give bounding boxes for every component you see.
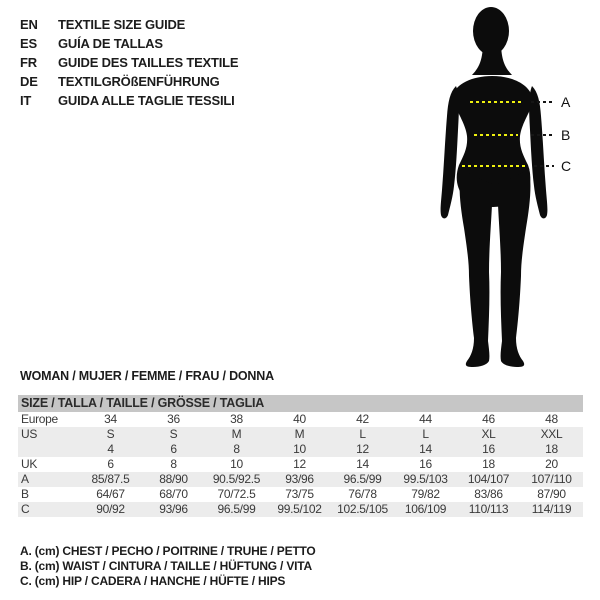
measure-dash-leader — [531, 134, 554, 136]
table-row — [18, 457, 583, 472]
table-row — [18, 472, 583, 487]
language-code: ES — [20, 36, 37, 51]
guide-title-label: GUÍA DE TALLAS — [58, 36, 163, 51]
size-value: S — [106, 427, 115, 441]
size-value: 16 — [482, 442, 495, 456]
size-value: 102.5/105 — [337, 502, 388, 516]
size-value: 114/119 — [531, 502, 572, 516]
size-value: 20 — [545, 457, 558, 471]
language-code: DE — [20, 74, 38, 89]
size-value: 44 — [419, 412, 432, 426]
size-value: 12 — [293, 457, 306, 471]
size-value: 18 — [482, 457, 495, 471]
legend-line: B. (cm) WAIST / CINTURA / TAILLE / HÜFTUNG / VITA — [20, 559, 312, 573]
guide-title-label: TEXTILGRÖßENFÜHRUNG — [58, 74, 220, 89]
size-value: S — [169, 427, 178, 441]
size-value: 36 — [167, 412, 180, 426]
size-value: 4 — [107, 442, 114, 456]
measure-label-c: C — [561, 158, 572, 174]
size-value: 42 — [356, 412, 369, 426]
size-value: 70/72.5 — [217, 487, 256, 501]
size-table — [18, 412, 583, 517]
legend-line: C. (cm) HIP / CADERA / HANCHE / HÜFTE / HIPS — [20, 574, 286, 588]
size-value: 107/110 — [531, 472, 572, 486]
size-value: 93/96 — [159, 502, 188, 516]
size-value: 83/86 — [474, 487, 503, 501]
size-value: 79/82 — [411, 487, 440, 501]
measurement-legend — [20, 544, 316, 589]
measure-dash-on-body — [470, 101, 522, 103]
size-value: 12 — [356, 442, 369, 456]
size-value: 99.5/103 — [403, 472, 448, 486]
size-value: 8 — [170, 457, 177, 471]
size-value: 106/109 — [404, 502, 447, 516]
measure-label-a: A — [561, 94, 571, 110]
size-value: 99.5/102 — [277, 502, 322, 516]
size-value: 10 — [293, 442, 306, 456]
measure-label-b: B — [561, 127, 571, 143]
row-label: A — [21, 472, 29, 486]
size-value: 18 — [545, 442, 558, 456]
size-value: 46 — [482, 412, 495, 426]
row-label: UK — [21, 457, 38, 471]
size-value: 110/113 — [468, 502, 509, 516]
size-value: XXL — [540, 427, 563, 441]
measure-dash-leader — [531, 101, 554, 103]
size-value: 73/75 — [285, 487, 314, 501]
size-value: 96.5/99 — [343, 472, 382, 486]
size-value: M — [231, 427, 242, 441]
size-value: M — [294, 427, 305, 441]
row-label: Europe — [21, 412, 58, 426]
size-value: 14 — [356, 457, 369, 471]
row-label: B — [21, 487, 29, 501]
size-value: 104/107 — [467, 472, 510, 486]
size-value: 76/78 — [348, 487, 377, 501]
size-value: 90.5/92.5 — [212, 472, 261, 486]
size-value: 38 — [230, 412, 243, 426]
size-value: 14 — [419, 442, 432, 456]
measure-dash-on-body — [474, 134, 518, 136]
size-value: 96.5/99 — [217, 502, 256, 516]
guide-title-label: TEXTILE SIZE GUIDE — [58, 17, 186, 32]
table-row — [18, 502, 583, 517]
table-row — [18, 412, 583, 427]
language-code: IT — [20, 93, 32, 108]
section-woman-title: WOMAN / MUJER / FEMME / FRAU / DONNA — [20, 369, 274, 383]
guide-title-label: GUIDE DES TAILLES TEXTILE — [58, 55, 239, 70]
size-value: 10 — [230, 457, 243, 471]
size-value: 68/70 — [159, 487, 188, 501]
language-code: FR — [20, 55, 37, 70]
language-code: EN — [20, 17, 38, 32]
size-value: 6 — [107, 457, 114, 471]
size-value: 40 — [293, 412, 306, 426]
size-value: 48 — [545, 412, 558, 426]
size-value: 85/87.5 — [91, 472, 130, 486]
size-value: 34 — [104, 412, 117, 426]
table-row — [18, 487, 583, 502]
row-label — [18, 442, 79, 457]
size-value: L — [359, 427, 366, 441]
table-row — [18, 442, 583, 457]
size-value: 64/67 — [96, 487, 125, 501]
row-label: US — [21, 427, 38, 441]
size-value: 8 — [233, 442, 240, 456]
measure-dash-on-body — [462, 165, 526, 167]
size-value: 90/92 — [96, 502, 125, 516]
size-table-header: SIZE / TALLA / TAILLE / GRÖSSE / TAGLIA — [18, 395, 583, 412]
size-value: 16 — [419, 457, 432, 471]
size-value: 93/96 — [285, 472, 314, 486]
table-row — [18, 427, 583, 442]
guide-title-label: GUIDA ALLE TAGLIE TESSILI — [58, 93, 235, 108]
size-value: 6 — [170, 442, 177, 456]
size-value: 87/90 — [537, 487, 566, 501]
legend-line: A. (cm) CHEST / PECHO / POITRINE / TRUHE / PETTO — [20, 544, 316, 558]
size-value: L — [422, 427, 429, 441]
size-value: XL — [481, 427, 496, 441]
measure-dash-leader — [534, 165, 554, 167]
size-value: 88/90 — [159, 472, 188, 486]
row-label: C — [21, 502, 30, 516]
